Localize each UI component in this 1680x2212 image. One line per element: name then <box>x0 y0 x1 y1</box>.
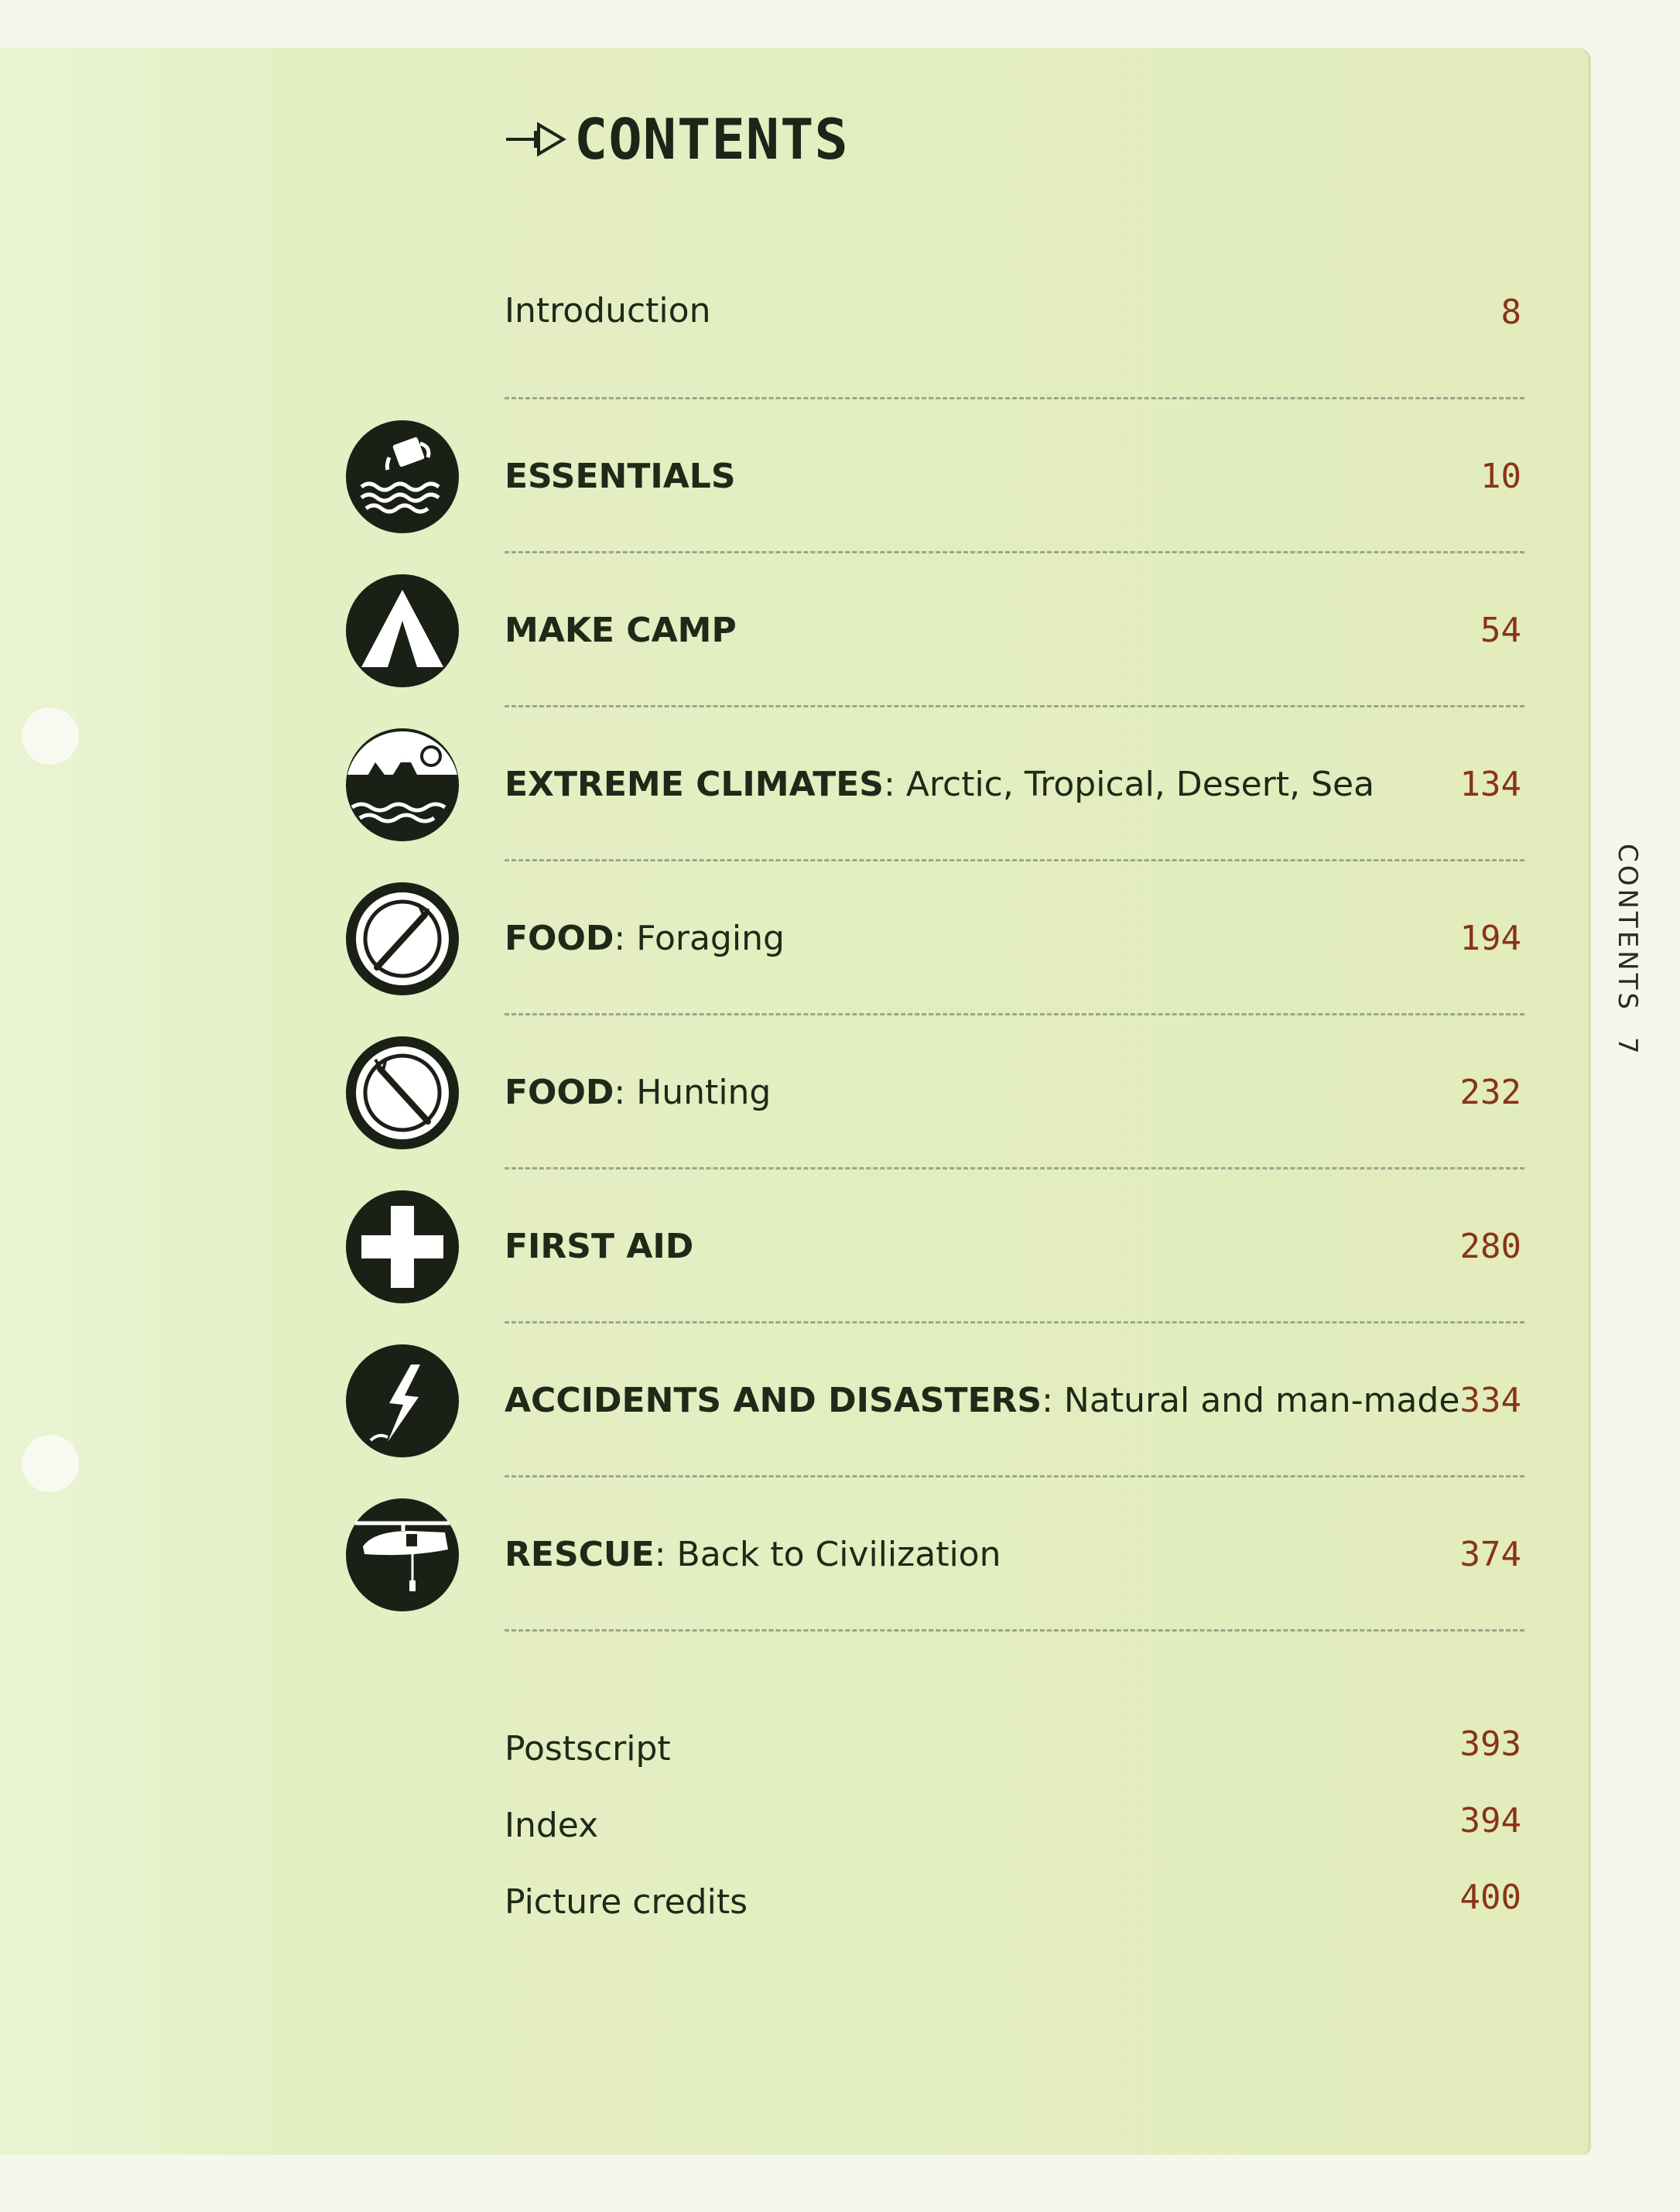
running-head-label: CONTENTS <box>1612 844 1643 1012</box>
toc-page-number: 374 <box>1459 1535 1521 1574</box>
toc-page-number: 393 <box>1459 1724 1521 1764</box>
toc-row-postscript[interactable] <box>505 1710 1524 1787</box>
toc-title: MAKE CAMP <box>505 611 737 650</box>
page-title: CONTENTS <box>574 107 849 172</box>
toc-row-rescue[interactable] <box>505 1478 1524 1632</box>
toc-title: FIRST AID <box>505 1227 694 1266</box>
lightning-icon <box>344 1343 460 1459</box>
toc-page-number: 10 <box>1480 457 1521 496</box>
toc-page-number: 8 <box>1500 293 1521 332</box>
toc-page-number: 54 <box>1480 611 1521 650</box>
helicopter-icon <box>344 1497 460 1613</box>
arrow-icon <box>505 120 566 159</box>
toc-row-accidents-and-disasters[interactable] <box>505 1323 1524 1478</box>
toc-title: RESCUE: Back to Civilization <box>505 1535 1001 1574</box>
contents-heading <box>505 108 849 170</box>
toc-page-number: 232 <box>1459 1073 1521 1112</box>
mountain-sea-icon <box>344 727 460 843</box>
toc-title: Picture credits <box>505 1882 748 1922</box>
toc-row-index[interactable] <box>505 1787 1524 1864</box>
plate-fork-icon <box>344 1035 460 1151</box>
toc-row-essentials[interactable] <box>505 399 1524 553</box>
toc-title: Index <box>505 1806 599 1845</box>
folio-page-number: 7 <box>1612 1037 1643 1054</box>
table-of-contents <box>505 279 1524 1632</box>
toc-page-number: 280 <box>1459 1227 1521 1266</box>
toc-row-make-camp[interactable] <box>505 553 1524 707</box>
toc-title: ACCIDENTS AND DISASTERS: Natural and man-made <box>505 1381 1460 1420</box>
plate-fork-icon <box>344 881 460 997</box>
toc-title: Introduction <box>505 291 711 330</box>
toc-page-number: 134 <box>1459 765 1521 804</box>
first-aid-cross-icon <box>344 1189 460 1305</box>
toc-page-number: 400 <box>1459 1878 1521 1917</box>
punch-hole <box>22 1435 79 1492</box>
toc-page-number: 394 <box>1459 1801 1521 1840</box>
toc-row-introduction[interactable] <box>505 279 1524 399</box>
toc-title: Postscript <box>505 1729 671 1769</box>
toc-title: FOOD: Foraging <box>505 919 785 958</box>
water-cup-icon <box>344 419 460 535</box>
toc-title: FOOD: Hunting <box>505 1073 772 1112</box>
tent-icon <box>344 573 460 689</box>
toc-title: EXTREME CLIMATES: Arctic, Tropical, Desert, Sea <box>505 765 1375 804</box>
toc-row-extreme-climates[interactable] <box>505 707 1524 861</box>
toc-row-food-foraging[interactable] <box>505 861 1524 1015</box>
toc-title: ESSENTIALS <box>505 457 736 496</box>
toc-page-number: 194 <box>1459 919 1521 958</box>
punch-hole <box>22 707 79 765</box>
toc-row-picture-credits[interactable] <box>505 1864 1524 1940</box>
side-running-head <box>1606 844 1652 1076</box>
toc-page-number: 334 <box>1459 1381 1521 1420</box>
toc-row-first-aid[interactable] <box>505 1169 1524 1323</box>
end-matter-list <box>505 1710 1524 1940</box>
toc-row-food-hunting[interactable] <box>505 1015 1524 1169</box>
